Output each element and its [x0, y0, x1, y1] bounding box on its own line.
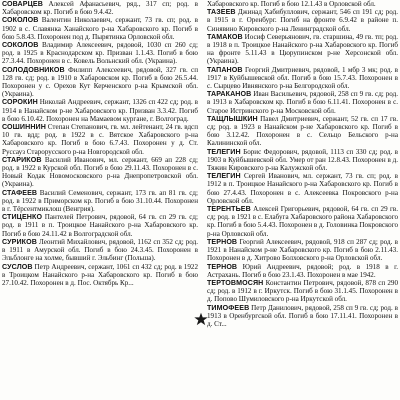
entry-details: Юрий Андреевич, рядовой; род. в 1918 в г. Астрахань. Погиб в бою 23.1.43. Похоронен в мае 1942.: [207, 262, 398, 279]
entry-details: Пантелей Петрович, рядовой, 64 гв. сп 29 гв. сд; род. в 1911 в п. Троицкое Нанайского р-на Хабаровского кр. Погиб в бою 24.11.42 в Волгоградской обл.: [2, 213, 198, 238]
entry-details: Алексей Григорьевич, рядовой, 64 гв. сп 29 гв. сд; род. в 1921 в с. Елабуга Хабаровского района Хабаровского кр. Погиб в бою 5.4.43. Похоронен в д. Головинка Покровского р-на Орловской обл.: [207, 205, 398, 238]
memorial-entry: [2, 66, 198, 99]
entry-details: Степан Степанович, гв. мл. лейтенант, 24 гв. вдсп 10 гв. вдд; род. в 1922 в с. Вятское Хабаровского р-на Хабаровского кр. Погиб в бою 6.7.43. Похоронен у д. Ст. Руссауз Старорусского р-на Новгородской обл.: [2, 123, 198, 156]
entry-surname: СУСЛОВ: [2, 262, 33, 271]
entry-details: Василий Семенович, сержант, 173 гв. ап 81 гв. сд; род. в 1922 в Приморском кр. Погиб в бою 31.10.44. Похоронен в г. Тёрсентмиклош (Венгрия).: [2, 188, 198, 214]
entry-surname: СОКОЛОВ: [2, 16, 39, 25]
entry-surname: ТЕЛЕГИН: [207, 172, 241, 181]
memorial-entry: [207, 8, 398, 33]
entry-details: Алексей Афанасьевич, ряд., 317 сп; род. в Хабаровском кр. Погиб в бою 9.4.42.: [2, 0, 198, 17]
entry-details: Хабаровского кр. Погиб в бою 12.1.43 в Орловской обл.: [207, 0, 376, 8]
memorial-entry: [2, 263, 198, 288]
entry-surname: СТАФЕЕВ: [2, 188, 38, 197]
entry-surname: ТЕРНОВ: [207, 237, 238, 246]
entry-surname: ТАРАКАНОВ: [207, 90, 252, 99]
entry-surname: ТЕРТОВМОСЯН: [207, 278, 264, 287]
memorial-entry: [2, 0, 198, 16]
memorial-entry: [207, 238, 398, 263]
entry-surname: ТЕЛЕГИН: [207, 147, 241, 156]
memorial-entry: [2, 156, 198, 189]
memorial-entry: [207, 304, 398, 329]
star-icon: [194, 312, 208, 326]
entry-surname: СОРОКИН: [2, 98, 38, 107]
memorial-entry: [2, 238, 198, 263]
memorial-entry: [2, 189, 198, 214]
memorial-entry: [207, 66, 398, 91]
entry-details: Петр Данилович, рядовой, 258 сп 9 гв. сд; род. в 1913 в Оренбургской обл. Погиб в бою 17.11.41. Похоронен в д. Ст...: [207, 303, 398, 328]
memorial-entry: [207, 33, 398, 66]
entry-surname: ТИМОФЕЕВ: [207, 303, 250, 312]
left-column: [2, 0, 198, 400]
entry-surname: СТАРИКОВ: [2, 155, 42, 164]
memorial-entry: [207, 172, 398, 205]
entry-details: Петр Андреевич, сержант, 1061 сп 432 сд; род. в 1922 в Троицком Нанайского р-на Хабаровского кр. Погиб в бою 27.10.42. Похоронен в д. Пос. Октябрь Кр...: [2, 262, 198, 287]
memorial-entry: [207, 205, 398, 238]
entry-surname: СТИЦЕНКО: [2, 213, 43, 222]
memorial-entry: [2, 98, 198, 123]
entry-details: Георгий Дмитриевич, рядовой, 1 мбр 3 мк; род. в 1917 в Куйбышевской обл. Погиб в бою 15.7.43. Похоронен в с. Сырцево Ивнянского р-на Белгородской обл.: [207, 65, 398, 91]
entry-surname: СОВАРЦЕВ: [2, 0, 43, 8]
entry-details: Василий Иванович, мл. сержант, 669 ап 228 сд; род. в 1922 в Курской обл. Погиб в бою 29.11.43. Похоронен в с. Новый Кодак Новомосковского р-на Днепропетровской обл. (Украина).: [2, 155, 198, 189]
entry-surname: ТАПАНОВ: [207, 65, 243, 74]
memorial-entry: [2, 16, 198, 41]
entry-surname: ТЕРНОВ: [207, 262, 238, 271]
entry-details: Николай Андреевич, сержант, 1326 сп 422 сд; род. в 1914 в Нанайском р-не Хабаровского кр. Призван 3.3.42. Погиб в бою 6.10.42. Похоронен на Мамаевом кургане, г. Волгоград.: [2, 98, 198, 123]
entry-surname: СОЛОДОВНИКОВ: [2, 65, 65, 74]
entry-details: Филипп Алексеевич, рядовой, 327 гв. сп 128 гв. сд; род. в 1910 в Хабаровском кр. Погиб в бою 26.5.44. Похоронен у с. Орехов Кут Керченского р-на Крымской обл. (Украина).: [2, 65, 198, 99]
entry-surname: ТАЗЕЕВ: [207, 8, 236, 17]
entry-surname: СОКОЛОВ: [2, 41, 39, 50]
entry-details: Иосиф Северьянович, гв. старшина, 49 гв. тп; род. в 1918 в п. Троицкое Нанайского р-на Хабаровского кр. Погиб на фронте 5.11.43 в Цюрупинском р-не Херсонской обл. (Украина).: [207, 32, 398, 66]
entry-details: Валентин Николаевич, сержант, 73 гв. сп; род. в 1902 в с. Славянка Ханайского р-на Хабаровского кр. Погиб в бою 5.8.43. Похоронен под д. Пырятинка Орловской обл.: [2, 16, 198, 41]
memorial-entry: [207, 115, 398, 148]
entry-details: Иван Васильевич, рядовой, 258 сп 9 гв. сд; род. в 1913 в Хабаровском кр. Погиб в бою 6.11.41. Похоронен в с. Старое Истринского р-на Московской обл.: [207, 90, 398, 115]
memorial-entry: [207, 148, 398, 173]
entry-details: Георгий Алексеевич, рядовой, 918 сп 287 сд; род. в 1921 в Нанайском р-не Хабаровского кр. Погиб в бою 2.11.43. Похоронен в д. Хитрово Болховского р-на Орловской обл.: [207, 237, 398, 263]
entry-surname: ТАМАКОВ: [207, 32, 243, 41]
memorial-entry: [2, 123, 198, 156]
memorial-entry: [207, 90, 398, 115]
entry-details: Павел Дмитриевич, сержант, 52 гв. сп 17 гв. сд; род. в 1923 в Нанайском р-не Хабаровского кр. Погиб в бою 3.12.42. Похоронен в с. Сельцо Бельского р-на Калининской обл.: [207, 114, 398, 148]
entry-details: Леонтий Михайлович, рядовой, 1162 сп 352 сд; род. в 1911 в Амурской обл. Погиб в бою 24.3.45. Похоронен в Эльблонге на холме, бывший г. Эльбинг (Польша).: [2, 237, 198, 263]
entry-surname: ТЕРЕНТЬЕВ: [207, 205, 251, 214]
entry-surname: СОШИННИН: [2, 123, 46, 132]
entry-details: Константин Петрович, рядовой, 878 сп 290 сд; род. в 1912 в г. Иркутск. Погиб в бою 31.1.45. Похоронен в д. Попово Шумиловского р-на Иркутской обл.: [207, 278, 398, 304]
entry-details: Джинад Хабибуллович, сержант, 546 сп 191 сд; род. в 1915 в г. Оренбург. Погиб на фронте 6.9.42 в районе п. Синявино Кировского р-на Ленинградской обл.: [207, 8, 398, 33]
memorial-entry: [207, 263, 398, 279]
right-column: [207, 0, 398, 400]
memorial-entry: [2, 41, 198, 66]
entry-details: Владимир Алексеевич, рядовой, 1030 сп 260 сд; род. в 1925 в Краснодарском кр. Призван 1.1.43. Погиб в бою 27.3.44. Похоронен в с. Ковель Вольнский обл. (Украина).: [2, 41, 198, 66]
entry-details: Сергей Иванович, мл. сержант, 73 гв. сп; род. в 1912 в п. Троицкое Нанайского р-на Хабаровского кр. Погиб в бою 27.4.43. Похоронен в с. Алексеевка Покровского р-на Орловской обл.: [207, 172, 398, 205]
memorial-entry: [2, 213, 198, 238]
entry-surname: ТАЩЛЫШКИН: [207, 114, 258, 123]
memorial-entry: [207, 279, 398, 304]
memorial-entry: [207, 0, 398, 8]
entry-surname: СУРИКОВ: [2, 237, 37, 246]
entry-details: Борис Федорович, рядовой, 1113 сп 330 сд; род. в 1903 в Куйбышевской обл. Умер от ран 12.8.43. Похоронен в д. Тяжин Кировского р-на Калужской обл.: [207, 147, 398, 173]
